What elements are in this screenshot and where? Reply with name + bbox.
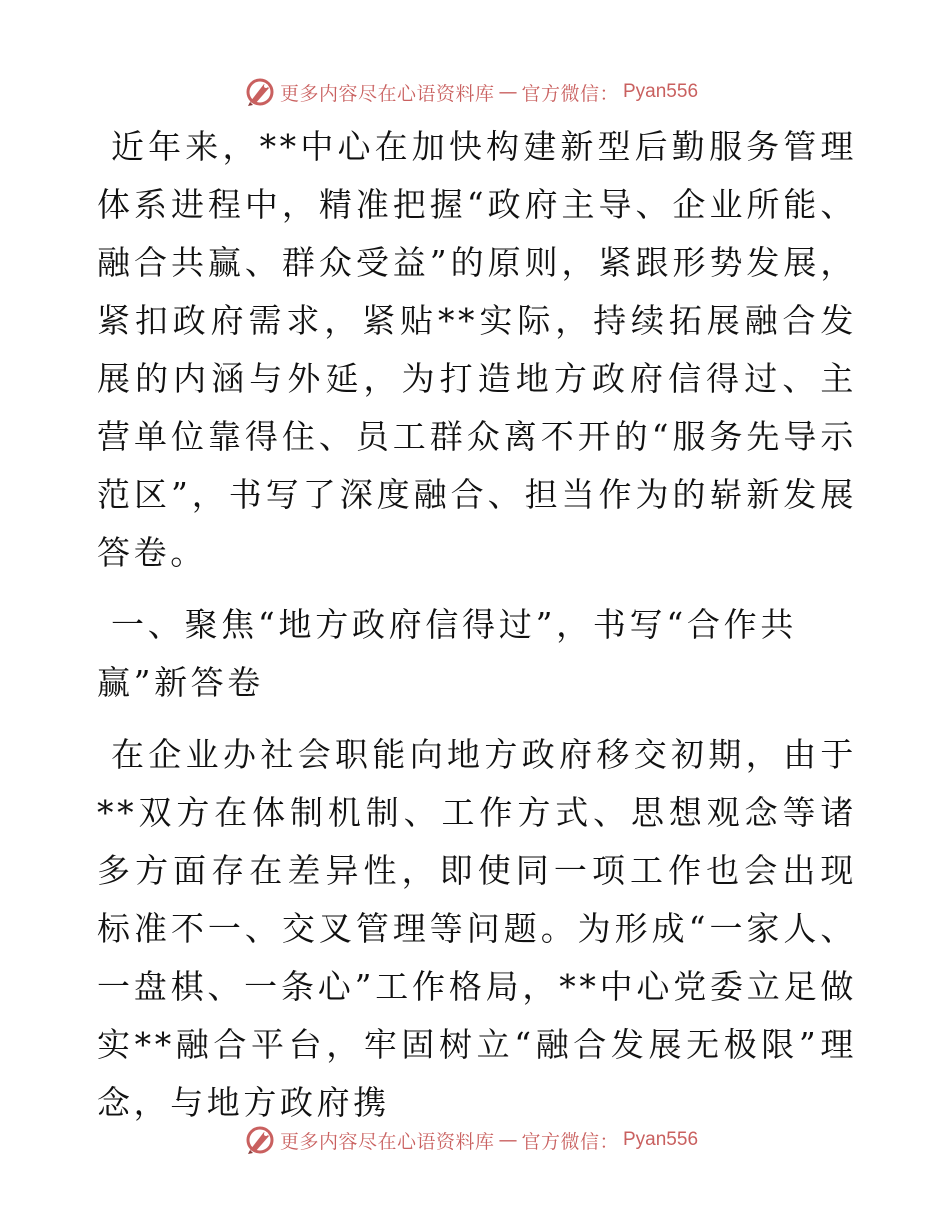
- banner-title: 更多内容尽在心语资料库: [279, 82, 495, 105]
- paragraph-intro: 近年来，**中心在加快构建新型后勤服务管理体系进程中，精准把握“政府主导、企业所能、融合共赢、群众受益”的原则，紧跟形势发展，紧扣政府需求，紧贴**实际，持续拓展融合发展的内涵与外延，为打造地方政府信得过、主营单位靠得住、员工群众离不开的“服务先导示范区”，书写了深度融合、担当作为的崭新发展答卷。: [97, 127, 857, 572]
- document-body: [97, 118, 857, 1132]
- pen-logo-icon: [244, 1124, 276, 1156]
- footer-banner: [0, 1120, 950, 1160]
- header-banner: [0, 72, 950, 112]
- banner-content: [244, 76, 698, 108]
- banner-wechat-id: Pyan556: [623, 1129, 699, 1150]
- pen-logo-icon: [244, 76, 276, 108]
- banner-separator: —: [498, 81, 518, 103]
- banner-separator: —: [498, 1129, 518, 1151]
- banner-wechat-id: Pyan556: [623, 81, 699, 102]
- banner-wechat-label: 官方微信：: [521, 82, 619, 105]
- section-heading-1: 一、聚焦“地方政府信得过”，书写“合作共赢”新答卷: [97, 605, 797, 702]
- banner-wechat-label: 官方微信：: [521, 1130, 619, 1153]
- banner-title: 更多内容尽在心语资料库: [279, 1130, 495, 1153]
- paragraph-section-1: 在企业办社会职能向地方政府移交初期，由于**双方在体制机制、工作方式、思想观念等诸多方面存在差异性，即使同一项工作也会出现标准不一、交叉管理等问题。为形成“一家人、一盘棋、一条心”工作格局，**中心党委立足做实**融合平台，牢固树立“融合发展无极限”理念，与地方政府携: [97, 735, 857, 1122]
- banner-content-footer: [244, 1124, 698, 1156]
